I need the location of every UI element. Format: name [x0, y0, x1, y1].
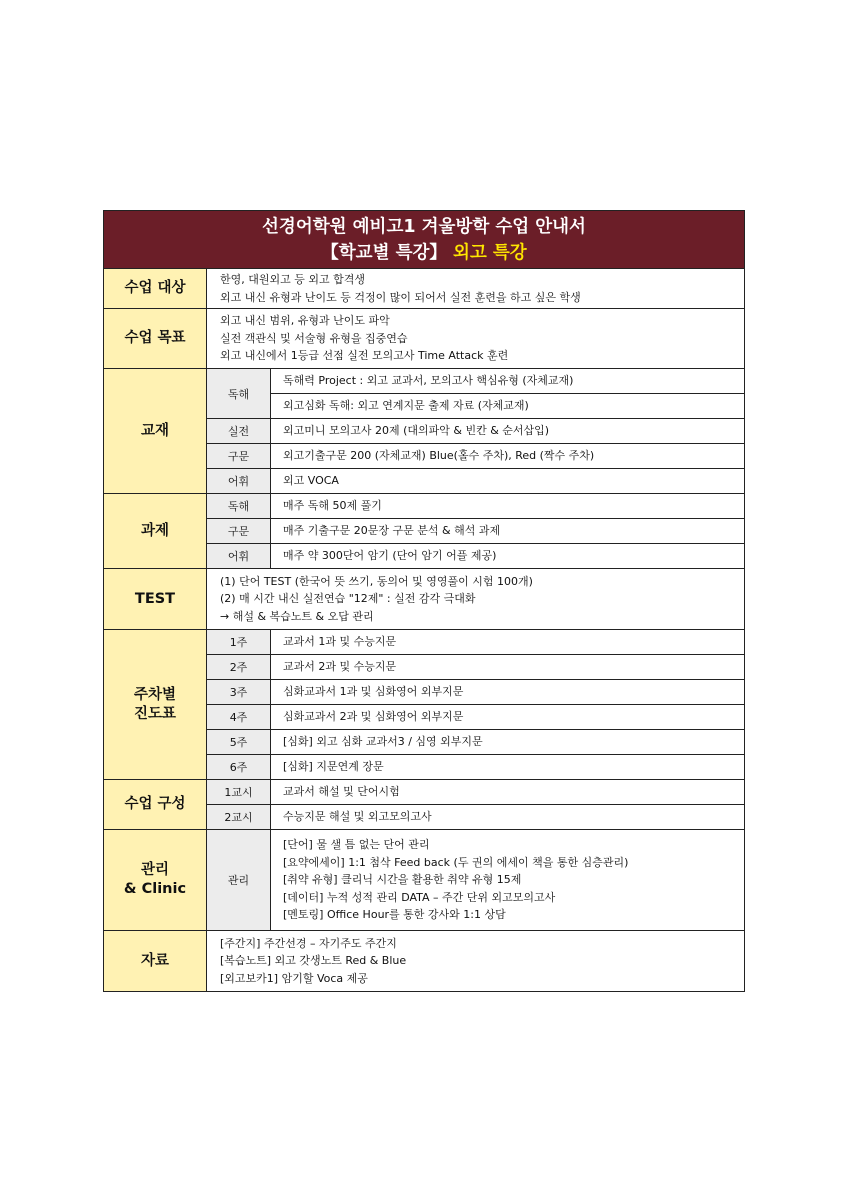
resources-line-1: [주간지] 주간선경 – 자기주도 주간지: [220, 936, 397, 950]
schedule-week: 5주: [207, 730, 271, 755]
resources-label: 자료: [104, 931, 207, 992]
header-row: [104, 211, 745, 269]
goal-line-1: 외고 내신 범위, 유형과 난이도 파악: [220, 314, 390, 328]
schedule-row: [104, 630, 745, 655]
schedule-label-line-1: 주차별: [133, 686, 177, 703]
management-label-line-1: 관리: [140, 862, 169, 878]
materials-text: 독해력 Project : 외고 교과서, 모의고사 핵심유형 (자체교재): [271, 369, 745, 394]
management-line-1: [단어] 물 샐 틈 없는 단어 관리: [283, 838, 430, 852]
structure-period: 1교시: [207, 780, 271, 805]
schedule-week: 2주: [207, 655, 271, 680]
resources-line-3: [외고보카1] 암기할 Voca 제공: [220, 971, 368, 985]
management-line-2: [요약에세이] 1:1 첨삭 Feed back (두 권의 에세이 책을 통한 심층관리): [283, 855, 629, 869]
target-label: 수업 대상: [104, 269, 207, 309]
test-line-1: (1) 단어 TEST (한국어 뜻 쓰기, 동의어 및 영영풀이 시험 100개): [220, 574, 533, 588]
target-row: [104, 269, 745, 309]
goal-line-3: 외고 내신에서 1등급 선점 실전 모의고사 Time Attack 훈련: [220, 349, 509, 363]
homework-sub-reading: 독해: [207, 494, 271, 519]
homework-sub-vocab: 어휘: [207, 544, 271, 569]
syllabus-table: [103, 210, 745, 992]
materials-text: 외고 VOCA: [271, 469, 745, 494]
management-sub: 관리: [207, 830, 271, 931]
homework-text: 매주 약 300단어 암기 (단어 암기 어플 제공): [271, 544, 745, 569]
target-line-2: 외고 내신 유형과 난이도 등 걱정이 많이 되어서 실전 훈련을 하고 싶은 학생: [220, 290, 581, 304]
page-title-cell: [104, 211, 745, 269]
schedule-text: [심화] 외고 심화 교과서3 / 심영 외부지문: [271, 730, 745, 755]
homework-text: 매주 기출구문 20문장 구문 분석 & 해석 과제: [271, 519, 745, 544]
goal-row: [104, 309, 745, 369]
schedule-week: 1주: [207, 630, 271, 655]
resources-row: [104, 931, 745, 992]
test-content: [207, 569, 745, 630]
subtitle-bracket: 【학교별 특강】: [321, 242, 447, 263]
structure-period: 2교시: [207, 805, 271, 830]
goal-line-2: 실전 객관식 및 서술형 유형을 집중연습: [220, 331, 408, 345]
schedule-text: 교과서 2과 및 수능지문: [271, 655, 745, 680]
test-row: [104, 569, 745, 630]
management-label: [104, 830, 207, 931]
test-label: TEST: [104, 569, 207, 630]
page-subtitle: [104, 240, 744, 266]
resources-content: [207, 931, 745, 992]
test-line-3: → 해설 & 복습노트 & 오답 관리: [220, 609, 374, 623]
test-line-2: (2) 매 시간 내신 실전연습 "12제" : 실전 감각 극대화: [220, 592, 476, 606]
materials-sub-reading: 독해: [207, 369, 271, 419]
materials-text: 외고기출구문 200 (자체교재) Blue(홀수 주차), Red (짝수 주차): [271, 444, 745, 469]
schedule-text: 심화교과서 2과 및 심화영어 외부지문: [271, 705, 745, 730]
schedule-text: 심화교과서 1과 및 심화영어 외부지문: [271, 680, 745, 705]
schedule-label-line-2: 진도표: [133, 705, 177, 722]
structure-text: 교과서 해설 및 단어시험: [271, 780, 745, 805]
schedule-week: 3주: [207, 680, 271, 705]
materials-text: 외고심화 독해: 외고 연계지문 출제 자료 (자체교재): [271, 394, 745, 419]
management-label-line-2: & Clinic: [123, 881, 187, 897]
schedule-text: 교과서 1과 및 수능지문: [271, 630, 745, 655]
materials-text: 외고미니 모의고사 20제 (대의파악 & 빈칸 & 순서삽입): [271, 419, 745, 444]
schedule-text: [심화] 지문연계 장문: [271, 755, 745, 780]
schedule-label: [104, 630, 207, 780]
subtitle-highlight: 외고 특강: [453, 242, 527, 263]
materials-row: [104, 369, 745, 394]
structure-text: 수능지문 해설 및 외고모의고사: [271, 805, 745, 830]
management-line-3: [취약 유형] 클리닉 시간을 활용한 취약 유형 15제: [283, 873, 522, 887]
materials-label: 교재: [104, 369, 207, 494]
page-title: 선경어학원 예비고1 겨울방학 수업 안내서: [262, 216, 586, 237]
homework-label: 과제: [104, 494, 207, 569]
homework-row: [104, 494, 745, 519]
management-line-4: [데이터] 누적 성적 관리 DATA – 주간 단위 외고모의고사: [283, 890, 556, 904]
schedule-week: 4주: [207, 705, 271, 730]
homework-sub-syntax: 구문: [207, 519, 271, 544]
materials-sub-vocab: 어휘: [207, 469, 271, 494]
management-content: [271, 830, 745, 931]
management-line-5: [멘토링] Office Hour를 통한 강사와 1:1 상담: [283, 908, 506, 922]
management-row: [104, 830, 745, 931]
structure-row: [104, 780, 745, 805]
homework-text: 매주 독해 50제 풀기: [271, 494, 745, 519]
materials-sub-syntax: 구문: [207, 444, 271, 469]
goal-content: [207, 309, 745, 369]
materials-sub-practice: 실전: [207, 419, 271, 444]
structure-label: 수업 구성: [104, 780, 207, 830]
schedule-week: 6주: [207, 755, 271, 780]
goal-label: 수업 목표: [104, 309, 207, 369]
resources-line-2: [복습노트] 외고 갓생노트 Red & Blue: [220, 954, 407, 968]
target-content: [207, 269, 745, 309]
target-line-1: 한영, 대원외고 등 외고 합격생: [220, 273, 365, 286]
